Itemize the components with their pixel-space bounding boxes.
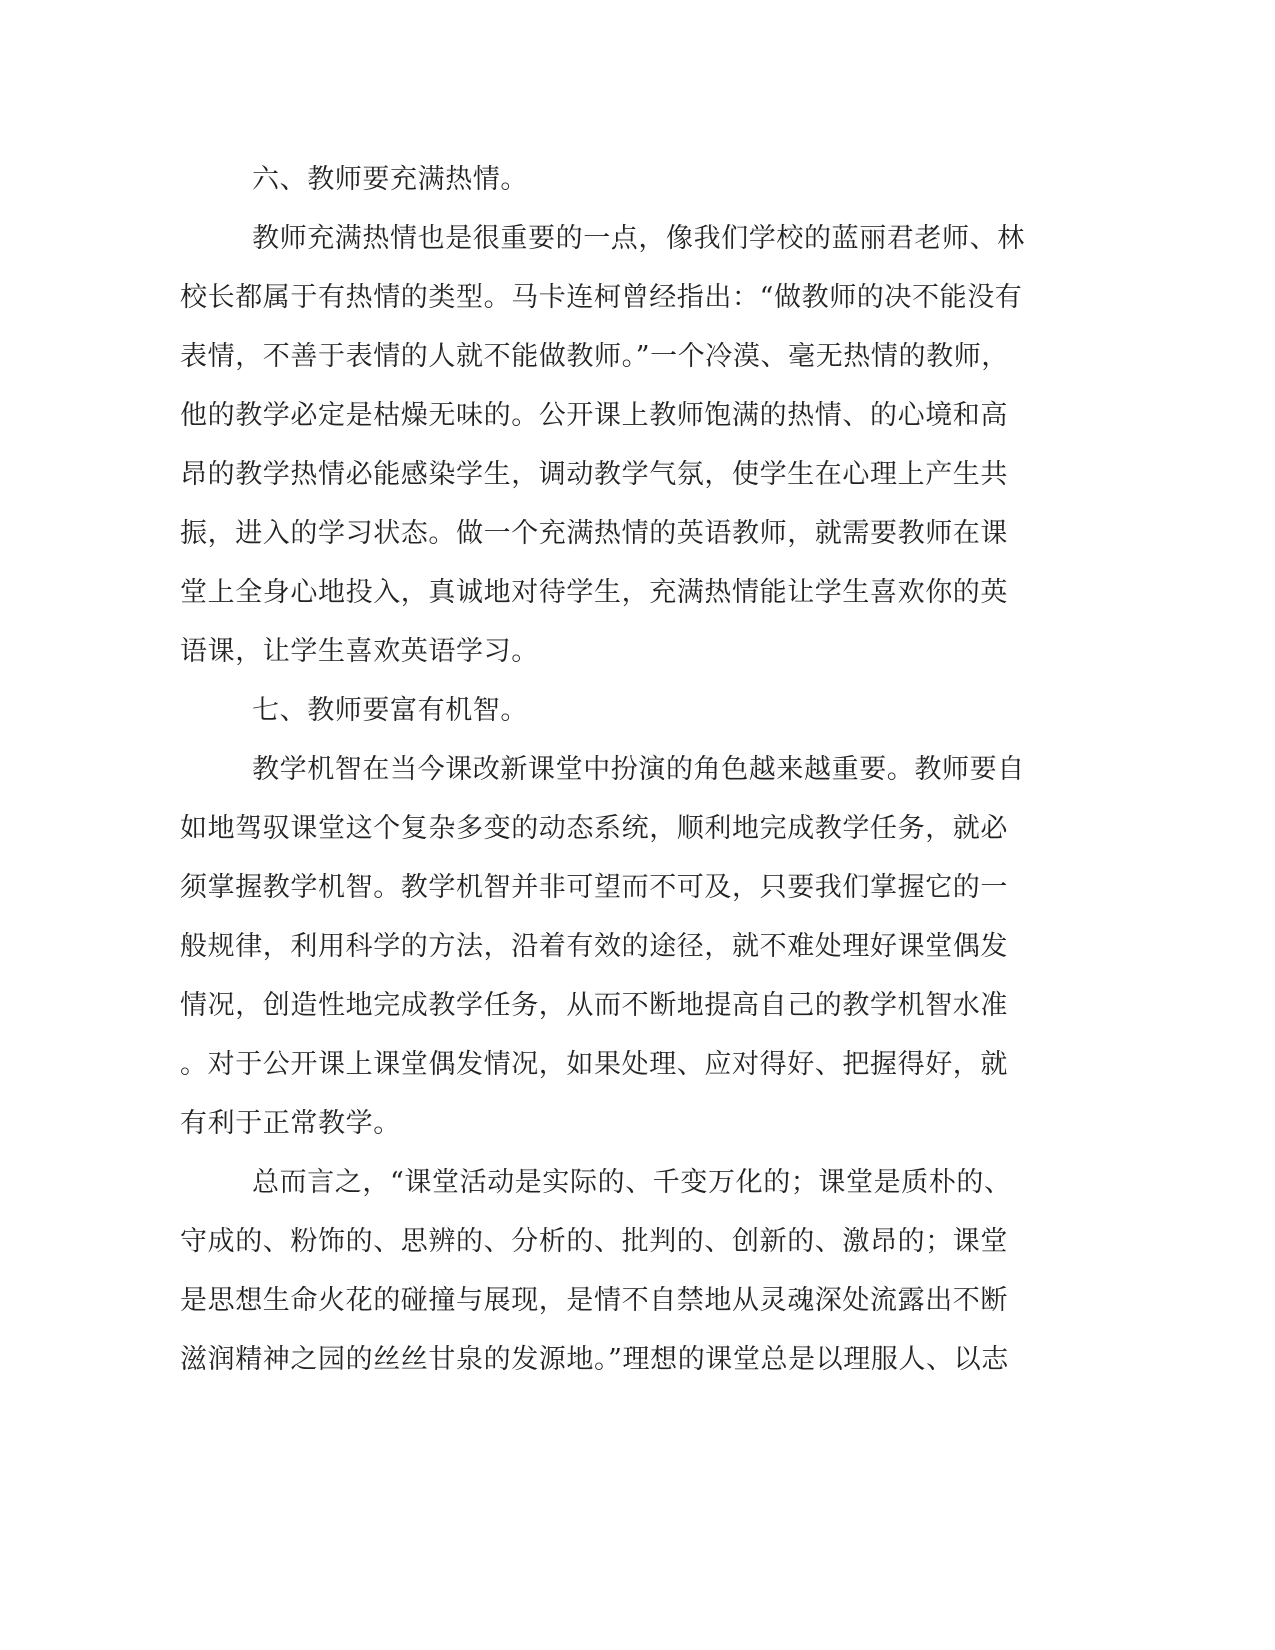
- text-line: 教学机智在当今课改新课堂中扮演的角色越来越重要。教师要自: [252, 754, 1025, 785]
- text-line: 教师充满热情也是很重要的一点，像我们学校的蓝丽君老师、林: [252, 223, 1025, 254]
- text-line: 振，进入的学习状态。做一个充满热情的英语教师，就需要教师在课: [180, 518, 1008, 549]
- text-line: 表情，不善于表情的人就不能做教师。”一个冷漠、毫无热情的教师，: [180, 341, 1009, 372]
- text-line: 情况，创造性地完成教学任务，从而不断地提高自己的教学机智水准: [180, 990, 1008, 1021]
- text-line: 守成的、粉饰的、思辨的、分析的、批判的、创新的、激昂的；课堂: [180, 1226, 1008, 1257]
- text-line: 语课，让学生喜欢英语学习。: [180, 636, 539, 667]
- text-line: 滋润精神之园的丝丝甘泉的发源地。”理想的课堂总是以理服人、以志: [180, 1344, 1009, 1375]
- text-line: 堂上全身心地投入，真诚地对待学生，充满热情能让学生喜欢你的英: [180, 577, 1008, 608]
- text-line: 他的教学必定是枯燥无味的。公开课上教师饱满的热情、的心境和高: [180, 400, 1008, 431]
- text-line: 般规律，利用科学的方法，沿着有效的途径，就不难处理好课堂偶发: [180, 931, 1008, 962]
- text-line: 校长都属于有热情的类型。马卡连柯曾经指出：“做教师的决不能没有: [180, 282, 1023, 313]
- text-line: 有利于正常教学。: [180, 1108, 401, 1139]
- text-line: 。对于公开课上课堂偶发情况，如果处理、应对得好、把握得好，就: [180, 1049, 1008, 1080]
- text-line: 是思想生命火花的碰撞与展现，是情不自禁地从灵魂深处流露出不断: [180, 1285, 1008, 1316]
- heading-six: 六、教师要充满热情。: [252, 164, 528, 195]
- text-line: 如地驾驭课堂这个复杂多变的动态系统，顺利地完成教学任务，就必: [180, 813, 1008, 844]
- text-line: 总而言之，“课堂活动是实际的、千变万化的；课堂是质朴的、: [252, 1167, 1012, 1198]
- heading-seven: 七、教师要富有机智。: [252, 695, 528, 726]
- text-line: 须掌握教学机智。教学机智并非可望而不可及，只要我们掌握它的一: [180, 872, 1008, 903]
- text-line: 昂的教学热情必能感染学生，调动教学气氛，使学生在心理上产生共: [180, 459, 1008, 490]
